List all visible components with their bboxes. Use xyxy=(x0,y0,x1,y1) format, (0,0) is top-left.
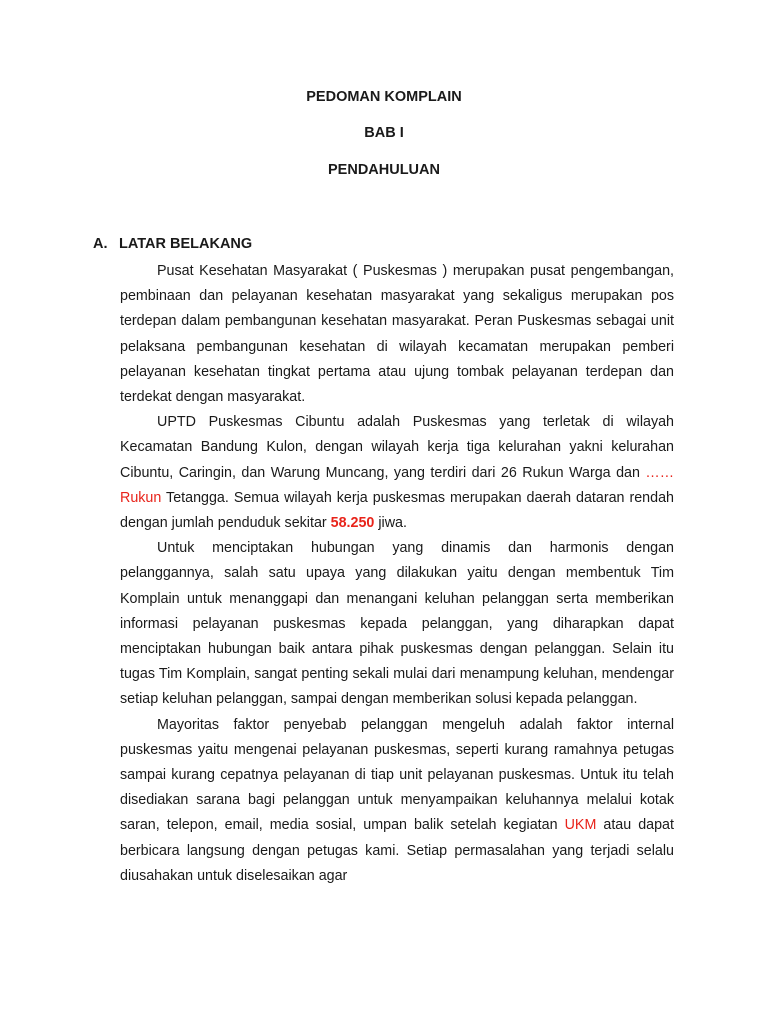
paragraph-4-text-b: atau dapat berbicara langsung dengan petugas kami. Setiap permasalahan yang terjadi selalu diusahakan untuk diselesaikan agar xyxy=(120,817,674,884)
paragraph-3-text: Untuk menciptakan hubungan yang dinamis dan harmonis dengan pelanggannya, salah satu upaya yang dilakukan yaitu dengan membentuk Tim Komplain untuk menanggapi dan menangani keluhan pelanggan serta memberikan informasi pelayanan puskesmas kepada pelanggan, yang diharapkan dapat menciptakan hubungan baik antara pihak puskesmas dengan pelanggan. Selain itu tugas Tim Komplain, sangat penting sekali mulai dari menampung keluhan, mendengar setiap keluhan pelanggan, sampai dengan memberikan solusi kepada pelanggan. xyxy=(120,540,674,708)
paragraph-3 xyxy=(120,536,674,712)
paragraph-2-highlight-rukun: …… Rukun xyxy=(120,464,674,506)
document-title: PEDOMAN KOMPLAIN xyxy=(306,89,462,105)
section-number: A. xyxy=(93,236,108,252)
paragraph-2-text-a: UPTD Puskesmas Cibuntu adalah Puskesmas yang terletak di wilayah Kecamatan Bandung Kulon, dengan wilayah kerja tiga kelurahan yakni kelurahan Cibuntu, Caringin, dan Warung Muncang, yang terdiri dari 26 Rukun Warga dan xyxy=(120,414,674,481)
chapter-title: PENDAHULUAN xyxy=(328,162,440,178)
section-heading-text: LATAR BELAKANG xyxy=(119,236,253,252)
paragraph-4-text-a: Mayoritas faktor penyebab pelanggan mengeluh adalah faktor internal puskesmas yaitu mengenai pelayanan puskesmas, seperti kurang ramahnya petugas sampai kurang cepatnya pelayanan di tiap unit pelayanan puskesmas. Untuk itu telah disediakan sarana bagi pelanggan untuk menyampaikan keluhannya melalui kotak saran, telepon, email, media sosial, umpan balik setelah kegiatan xyxy=(120,716,674,834)
paragraph-2-text-b: Tetangga. Semua wilayah kerja puskesmas merupakan daerah dataran rendah dengan jumlah penduduk sekitar xyxy=(120,489,674,532)
paragraph-4-highlight-ukm: UKM xyxy=(564,817,597,834)
chapter-label: BAB I xyxy=(364,125,404,141)
population-figure: 58.250 xyxy=(330,515,375,532)
paragraph-2-text-c: jiwa. xyxy=(374,515,407,532)
paragraph-1-text: Pusat Kesehatan Masyarakat ( Puskesmas ) merupakan pusat pengembangan, pembinaan dan pelayanan kesehatan masyarakat yang sekaligus merupakan pos terdepan dalam pembangunan kesehatan masyarakat. Peran Puskesmas sebagai unit pelaksana pembangunan kesehatan di wilayah kecamatan merupakan pemberi pelayanan kesehatan tingkat pertama atau ujung tombak pelayanan terdepan dan terdekat dengan masyarakat. xyxy=(120,263,674,406)
section-heading xyxy=(93,235,252,253)
paragraph-4 xyxy=(120,713,674,889)
body-text xyxy=(120,259,674,889)
paragraph-2 xyxy=(120,410,674,536)
paragraph-1 xyxy=(120,259,674,410)
